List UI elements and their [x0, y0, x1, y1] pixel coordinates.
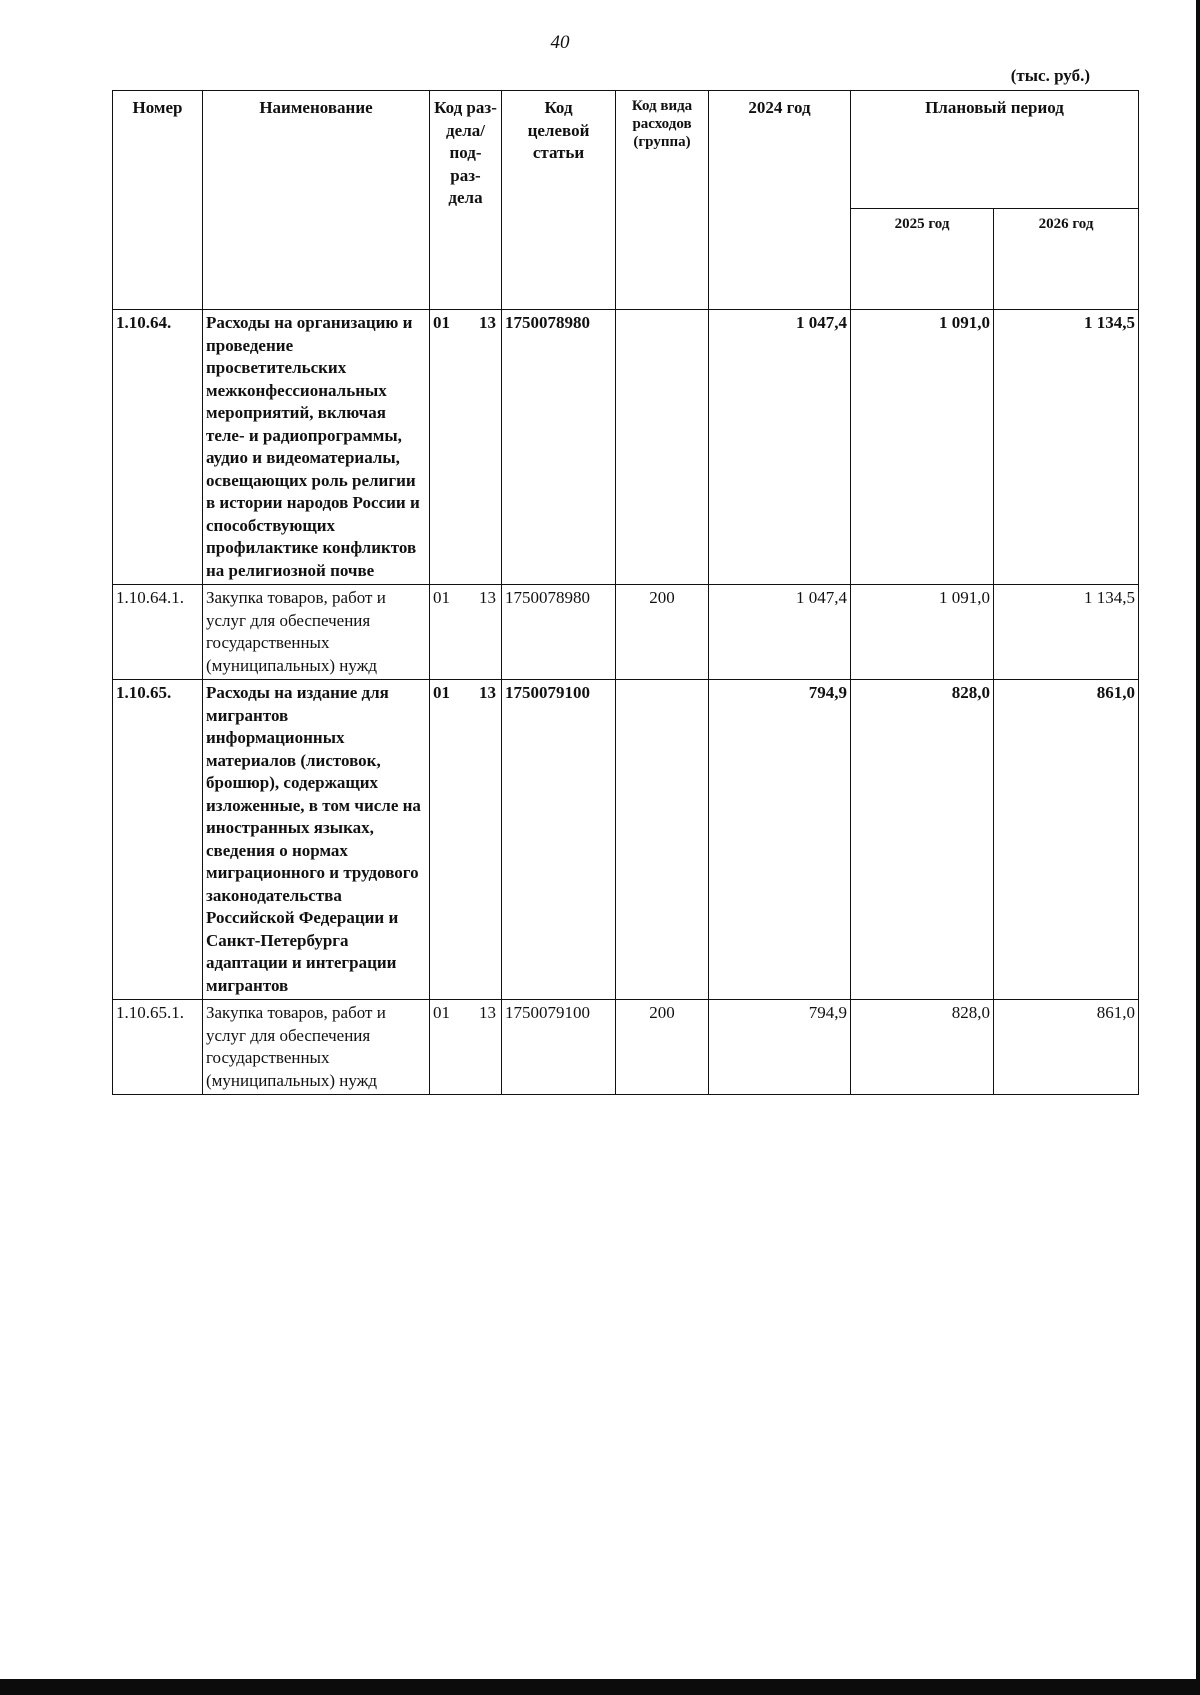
table-header	[113, 91, 1139, 310]
table-row	[113, 1000, 1139, 1095]
header-name: Наименование	[203, 91, 430, 310]
units-label: (тыс. руб.)	[1010, 66, 1090, 85]
row-number: 1.10.64.	[113, 310, 203, 585]
row-target-code: 1750078980	[502, 585, 616, 680]
row-name: Закупка товаров, работ и услуг для обеспечения государственных (муниципальных) нужд	[203, 1000, 430, 1095]
section-code: 01	[433, 313, 450, 332]
subsection-code: 13	[479, 683, 496, 702]
header-planned-period: Плановый период	[851, 91, 1139, 209]
row-expense-type-code	[616, 680, 709, 1000]
header-year-2025: 2025 год	[851, 208, 994, 309]
row-name: Расходы на организацию и проведение просветительских межконфессиональных мероприятий, включая теле- и радиопрограммы, аудио и видеоматериалы, освещающих роль религии в истории народов России и способствующих профилактике конфликтов на религиозной почве	[203, 310, 430, 585]
row-expense-type-code	[616, 310, 709, 585]
table-row	[113, 680, 1139, 1000]
header-target-code: Код целевой статьи	[502, 91, 616, 310]
row-value-2025: 1 091,0	[851, 310, 994, 585]
section-code: 01	[433, 1003, 450, 1022]
subsection-code: 13	[479, 1003, 496, 1022]
row-value-2024: 794,9	[709, 680, 851, 1000]
subsection-code: 13	[479, 313, 496, 332]
row-target-code: 1750078980	[502, 310, 616, 585]
row-value-2024: 794,9	[709, 1000, 851, 1095]
row-value-2025: 828,0	[851, 680, 994, 1000]
row-expense-type-code: 200	[616, 585, 709, 680]
row-section-code	[430, 310, 502, 585]
row-section-code	[430, 680, 502, 1000]
row-target-code: 1750079100	[502, 680, 616, 1000]
section-code: 01	[433, 683, 450, 702]
table-row	[113, 585, 1139, 680]
row-value-2026: 861,0	[994, 680, 1139, 1000]
header-year-2026: 2026 год	[994, 208, 1139, 309]
page-number: 40	[550, 32, 570, 53]
row-value-2026: 1 134,5	[994, 585, 1139, 680]
row-number: 1.10.64.1.	[113, 585, 203, 680]
row-name: Расходы на издание для мигрантов информационных материалов (листовок, брошюр), содержащих изложенные, в том числе на иностранных языках, сведения о нормах миграционного и трудового законодательства Российской Федерации и Санкт-Петербурга адаптации и интеграции мигрантов	[203, 680, 430, 1000]
row-value-2026: 861,0	[994, 1000, 1139, 1095]
table-row	[113, 310, 1139, 585]
budget-table	[112, 90, 1139, 1095]
header-year-2024: 2024 год	[709, 91, 851, 310]
header-expense-type-code: Код вида расходов (группа)	[616, 91, 709, 310]
row-value-2026: 1 134,5	[994, 310, 1139, 585]
scan-edge-bottom	[0, 1679, 1200, 1695]
row-section-code	[430, 585, 502, 680]
row-section-code	[430, 1000, 502, 1095]
row-name: Закупка товаров, работ и услуг для обеспечения государственных (муниципальных) нужд	[203, 585, 430, 680]
header-section-code: Код раз- дела/ под- раз- дела	[430, 91, 502, 310]
section-code: 01	[433, 588, 450, 607]
row-value-2025: 1 091,0	[851, 585, 994, 680]
row-value-2025: 828,0	[851, 1000, 994, 1095]
row-value-2024: 1 047,4	[709, 310, 851, 585]
row-number: 1.10.65.1.	[113, 1000, 203, 1095]
row-target-code: 1750079100	[502, 1000, 616, 1095]
scan-edge-right	[1196, 0, 1200, 1695]
row-expense-type-code: 200	[616, 1000, 709, 1095]
row-number: 1.10.65.	[113, 680, 203, 1000]
subsection-code: 13	[479, 588, 496, 607]
row-value-2024: 1 047,4	[709, 585, 851, 680]
header-number: Номер	[113, 91, 203, 310]
